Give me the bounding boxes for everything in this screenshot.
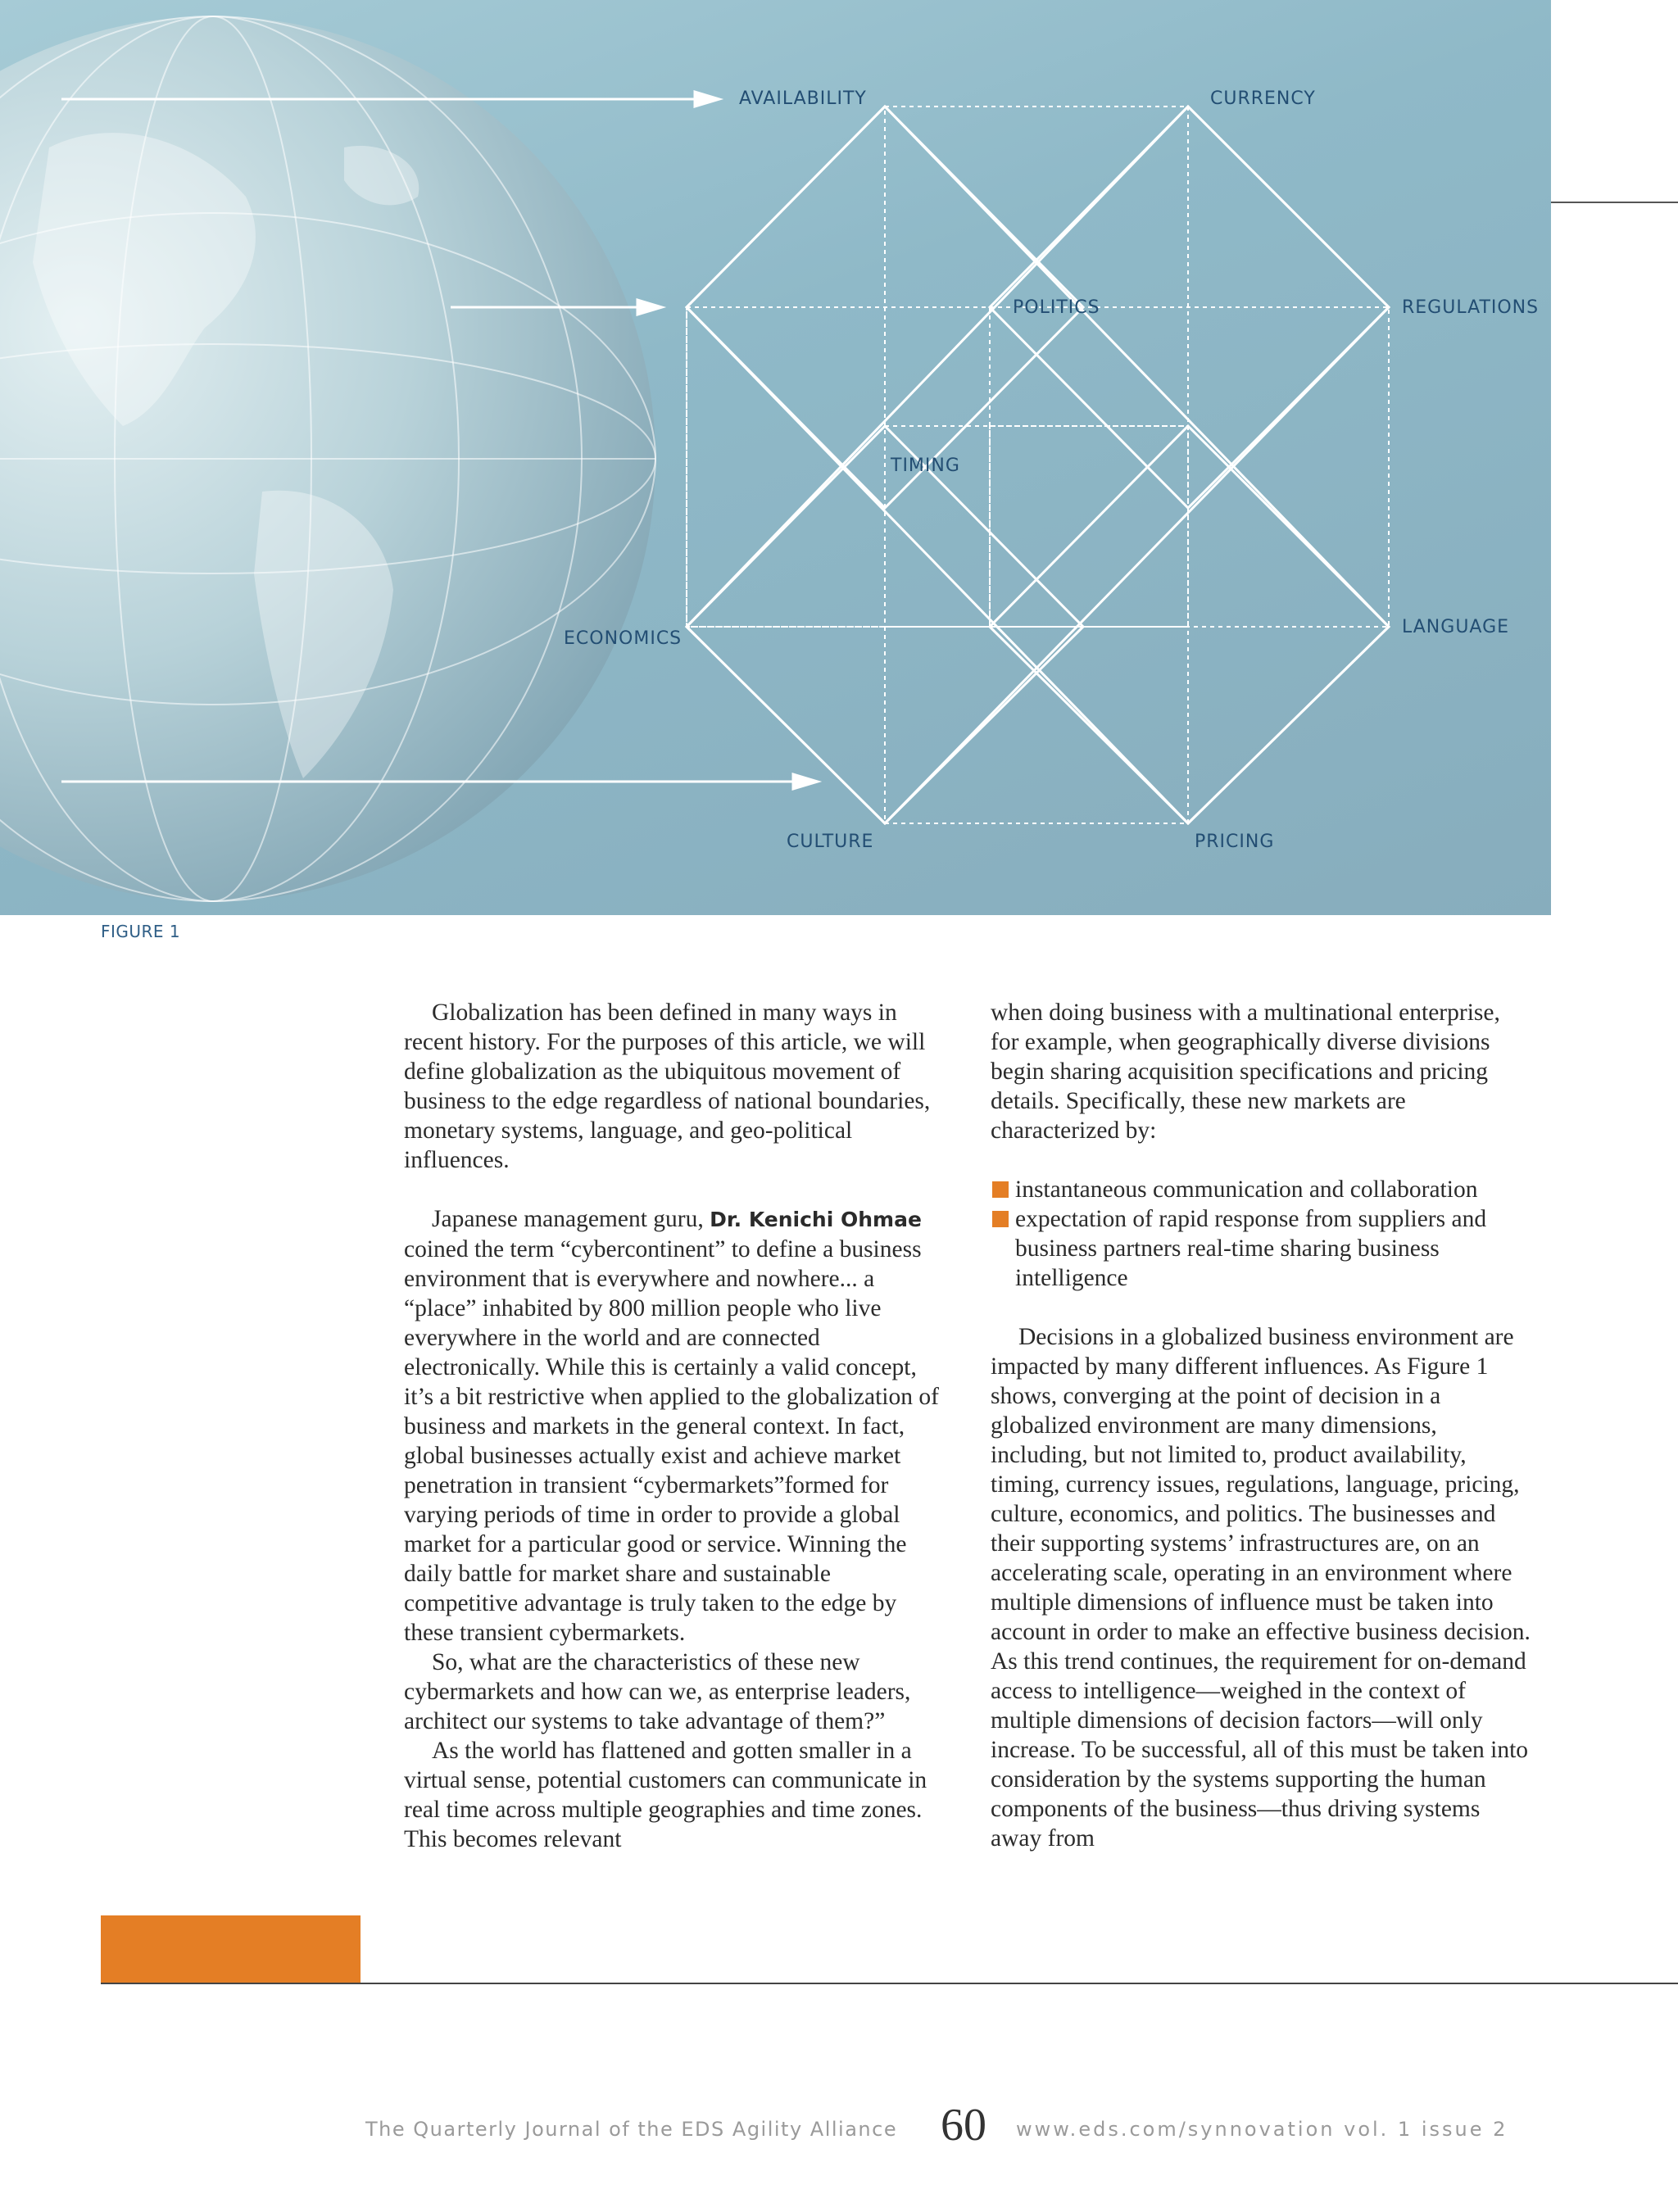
right-column	[991, 998, 1531, 1853]
page-number: 60	[941, 2100, 986, 2151]
label-currency: CURRENCY	[1210, 88, 1316, 109]
footer-journal: The Quarterly Journal of the EDS Agility Alliance	[365, 2118, 898, 2141]
label-economics: ECONOMICS	[564, 628, 683, 649]
dashed-guides	[687, 107, 1389, 823]
paragraph: Globalization has been defined in many ways in recent history. For the purposes of this article, we will define globalization as the ubiquitous movement of business to the edge regardless of national boundaries, monetary systems, language, and geo-political influences.	[404, 999, 931, 1173]
author-name: Dr. Kenichi Ohmae	[710, 1208, 922, 1231]
paragraph: Decisions in a globalized business environment are impacted by many different influences. As Figure 1 shows, converging at the point of decision in a globalized environment are many dimensions, including, but not limited to, product availability, timing, currency issues, regulations, language, pricing, culture, economics, and politics. The businesses and their supporting systems’ infrastructures are, on an accelerating scale, operating in an environment where multiple dimensions of influence must be taken into account in order to make an effective business decision. As this trend continues, the requirement for on-demand access to intelligence—weighed in the context of multiple dimensions of decision factors—will only increase. To be successful, all of this must be taken into consideration by the systems supporting the human components of the business—thus driving systems away from	[991, 1324, 1531, 1852]
left-column	[404, 998, 946, 1854]
label-pricing: PRICING	[1195, 832, 1275, 852]
label-timing: TIMING	[891, 456, 960, 476]
label-politics: POLITICS	[1013, 297, 1100, 318]
label-availability: AVAILABILITY	[739, 88, 867, 109]
paragraph: So, what are the characteristics of these new cybermarkets and how can we, as enterprise leaders, architect our systems to take advantage of them?”	[404, 1649, 911, 1734]
bottom-rule	[101, 1983, 1678, 1984]
label-language: LANGUAGE	[1402, 617, 1510, 637]
bullet-square-icon	[992, 1181, 1009, 1198]
orange-accent-block	[101, 1915, 361, 1983]
label-culture: CULTURE	[787, 832, 874, 852]
footer-url-issue: www.eds.com/synnovation vol. 1 issue 2	[1016, 2118, 1508, 2141]
bullet-item: expectation of rapid response from suppliers and business partners real-time sharing business intelligence	[991, 1204, 1531, 1293]
label-regulations: REGULATIONS	[1402, 297, 1540, 318]
figure-1	[0, 0, 1551, 915]
paragraph: Japanese management guru, Dr. Kenichi Ohmae coined the term “cybercontinent” to define a business environment that is everywhere and nowhere... a “place” inhabited by 800 million people who live everywhere in the world and are connected electronically. While this is certainly a valid concept, it’s a bit restrictive when applied to the globalization of business and markets in the general context. In fact, global businesses actually exist and achieve market penetration in transient “cybermarkets”formed for varying periods of time in order to provide a global market for a particular good or service. Winning the daily battle for market share and sustainable competitive advantage is truly taken to the edge by these transient cybermarkets.	[404, 1206, 939, 1646]
diamond-lines	[687, 107, 1389, 823]
figure-caption: FIGURE 1	[101, 922, 181, 941]
paragraph: As the world has flattened and gotten smaller in a virtual sense, potential customers can communicate in real time across multiple geographies and time zones. This becomes relevant	[404, 1738, 927, 1852]
paragraph: when doing business with a multinational enterprise, for example, when geographically diverse divisions begin sharing acquisition specifications and pricing details. Specifically, these new markets are characterized by:	[991, 999, 1500, 1144]
right-rule	[1551, 202, 1678, 203]
bullet-square-icon	[992, 1211, 1009, 1227]
globe-diagram	[0, 0, 1551, 915]
bullet-item: instantaneous communication and collaboration	[991, 1175, 1531, 1204]
